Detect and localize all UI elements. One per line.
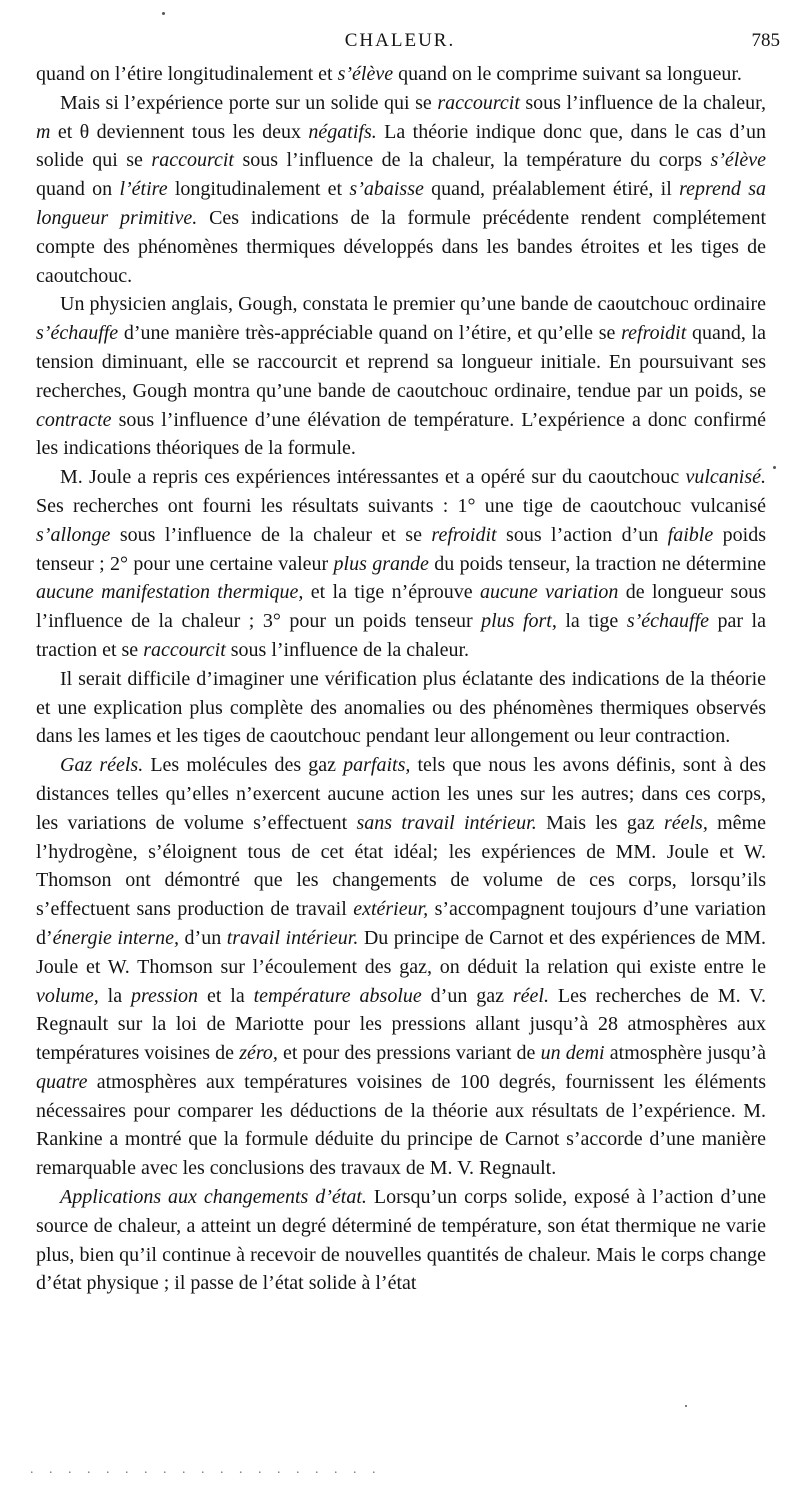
- text-run: M. Joule a repris ces expériences intéressantes et a opéré sur du caoutchouc: [60, 466, 686, 489]
- italic-text: parfaits,: [343, 754, 411, 777]
- text-run: et la tige n’éprouve: [303, 581, 481, 604]
- print-speck: [162, 12, 165, 15]
- italic-text: réels,: [663, 811, 708, 834]
- text-run: quand, la tension diminuant, elle se raccourcit et reprend sa longueur initiale. En poursuivant ses recherches, Gough montra qu’une bande de caoutchouc ordinaire, tendue par un poids, se: [36, 322, 766, 402]
- body-text: [36, 60, 766, 1298]
- italic-text: travail intérieur.: [226, 926, 359, 949]
- text-run: poids tenseur ; 2° pour une certaine valeur: [36, 523, 766, 575]
- paragraph: [36, 60, 766, 89]
- italic-text: vulcanisé.: [685, 466, 766, 489]
- italic-text: énergie interne,: [52, 926, 180, 949]
- italic-text: s’allonge: [36, 523, 111, 546]
- italic-text: température absolue: [253, 984, 422, 1007]
- italic-text: s’échauffe: [36, 322, 119, 345]
- paragraph: [36, 1183, 766, 1298]
- text-run: d’une manière très-appréciable quand on l’étire, et qu’elle se: [118, 322, 622, 345]
- text-run: sous l’influence de la chaleur et se: [110, 523, 432, 546]
- text-run: d’un: [179, 926, 227, 949]
- italic-text: l’étire: [119, 178, 168, 201]
- italic-text: s’élève: [337, 63, 394, 85]
- text-run: Mais les gaz: [536, 811, 664, 834]
- italic-text: Applications aux changements d’état.: [60, 1186, 367, 1209]
- paragraph: [36, 463, 766, 665]
- italic-text: s’échauffe: [626, 610, 709, 633]
- text-run: s’accompagnent toujours d’une variation d’: [36, 898, 767, 949]
- text-run: Il serait difficile d’imaginer une vérification plus éclatante des indications de la théorie et une explication plus complète des anomalies ou des phénomènes thermiques observés dans les lames et les tiges de caoutchouc pendant leur allongement ou leur contraction.: [36, 667, 766, 748]
- italic-text: Gaz réels.: [60, 754, 144, 777]
- text-run: Mais si l’expérience porte sur un solide qui se: [60, 91, 438, 114]
- text-run: Un physicien anglais, Gough, constata le premier qu’une bande de caoutchouc ordinaire: [60, 293, 766, 316]
- text-run: Lorsqu’un corps solide, exposé à l’action d’une source de chaleur, a atteint un degré déterminé de température, son état thermique ne varie plus, bien qu’il continue à recevoir de nouvelles quantités de chaleur. Mais le corps change d’état physique ; il passe de l’état solide à l’état: [36, 1186, 767, 1295]
- italic-text: quatre: [36, 1070, 88, 1093]
- text-run: quand on: [36, 178, 120, 201]
- text-run: La théorie indique donc que, dans le cas d’un solide qui se: [36, 120, 766, 172]
- text-run: longitudinalement et: [167, 178, 350, 201]
- italic-text: aucune manifestation thermique,: [36, 581, 304, 604]
- italic-text: refroidit: [621, 322, 687, 345]
- text-run: Ces indications de la formule précédente rendent complétement compte des phénomènes thermiques développés dans les bandes étroites et les tiges de caoutchouc.: [36, 206, 766, 287]
- italic-text: reprend sa longueur primitive.: [36, 178, 766, 229]
- text-run: d’un gaz: [421, 984, 513, 1007]
- paragraph: [36, 665, 766, 751]
- text-run: quand on l’étire longitudinalement et: [36, 63, 338, 85]
- paragraph: [36, 751, 766, 1183]
- text-run: sous l’influence de la chaleur, la température du corps: [233, 149, 711, 172]
- text-run: tels que nous les avons définis, sont à des distances telles qu’elles n’exercent aucune action les unes sur les autres; dans ces corps, les variations de volume s’effectuent: [36, 754, 766, 834]
- text-run: et pour des pressions variant de: [277, 1042, 541, 1065]
- text-run: Ses recherches ont fourni les résultats suivants : 1° une tige de caoutchouc vulcanisé: [36, 494, 766, 517]
- bottom-dots: . . . . . . . . . . . . . . . . . . .: [30, 1462, 382, 1477]
- italic-text: sans travail intérieur.: [356, 811, 537, 834]
- page-header: [0, 30, 800, 56]
- paragraph: [36, 89, 766, 291]
- print-speck: [685, 1405, 687, 1407]
- print-speck: [773, 466, 776, 469]
- text-run: du poids tenseur, la traction ne détermine: [428, 552, 766, 575]
- text-run: Les recherches de M. V. Regnault sur la loi de Mariotte pour les pressions allant jusqu’à 28 atmosphères aux températures voisines de: [36, 984, 767, 1065]
- text-run: même l’hydrogène, s’éloignent tous de cet état idéal; les expériences de MM. Joule et W. Thomson ont démontré que les changements de volume de ces corps, lorsqu’ils s’effectuent sans production de travail: [36, 811, 766, 921]
- text-run: et θ deviennent tous les deux: [50, 120, 309, 143]
- text-run: quand, préalablement étiré, il: [423, 178, 680, 201]
- italic-text: contracte: [36, 408, 112, 431]
- italic-text: volume,: [36, 984, 99, 1007]
- text-run: par la traction et se: [36, 610, 766, 661]
- italic-text: extérieur,: [353, 898, 429, 921]
- running-title: CHALEUR.: [344, 30, 456, 51]
- text-run: sous l’influence de la chaleur.: [225, 638, 470, 661]
- italic-text: faible: [667, 523, 714, 546]
- text-run: atmosphères aux températures voisines de 100 degrés, fournissent les éléments nécessaires pour comparer les déductions de la théorie aux résultats de l’expérience. M. Rankine a montré que la formule déduite du principe de Carnot s’accorde d’une manière remarquable avec les conclusions des travaux de M. V. Regnault.: [36, 1070, 766, 1180]
- text-run: sous l’influence d’une élévation de température. L’expérience a donc confirmé les indications théoriques de la formule.: [36, 408, 766, 460]
- italic-text: refroidit: [431, 523, 497, 546]
- italic-text: zéro,: [239, 1042, 278, 1065]
- text-run: la: [98, 984, 131, 1007]
- text-run: et la: [198, 984, 254, 1007]
- text-run: quand on le comprime suivant sa longueur.: [393, 63, 742, 85]
- text-run: Du principe de Carnot et des expériences de MM. Joule et W. Thomson sur l’écoulement des gaz, on déduit la relation qui existe entre le: [36, 926, 766, 978]
- italic-text: plus fort,: [481, 610, 557, 633]
- text-run: la tige: [556, 610, 627, 633]
- text-run: sous l’influence de la chaleur,: [519, 91, 767, 114]
- italic-text: plus grande: [333, 552, 429, 575]
- italic-text: négatifs.: [308, 120, 377, 143]
- text-run: atmosphère jusqu’à: [604, 1042, 766, 1065]
- italic-text: raccourcit: [151, 149, 234, 172]
- italic-text: un demi: [540, 1042, 605, 1065]
- italic-text: réel.: [512, 984, 549, 1007]
- italic-text: aucune variation: [480, 581, 619, 604]
- text-run: de longueur sous l’influence de la chaleur ; 3° pour un poids tenseur: [36, 581, 766, 633]
- italic-text: raccourcit: [437, 91, 520, 114]
- italic-text: pression: [131, 984, 199, 1007]
- text-run: sous l’action d’un: [496, 523, 668, 546]
- page-number: 785: [751, 30, 780, 51]
- text-run: Les molécules des gaz: [143, 754, 344, 777]
- italic-text: s’élève: [710, 149, 766, 172]
- italic-text: raccourcit: [143, 638, 226, 661]
- paragraph: [36, 290, 766, 463]
- italic-text: m: [36, 120, 51, 143]
- italic-text: s’abaisse: [349, 178, 424, 201]
